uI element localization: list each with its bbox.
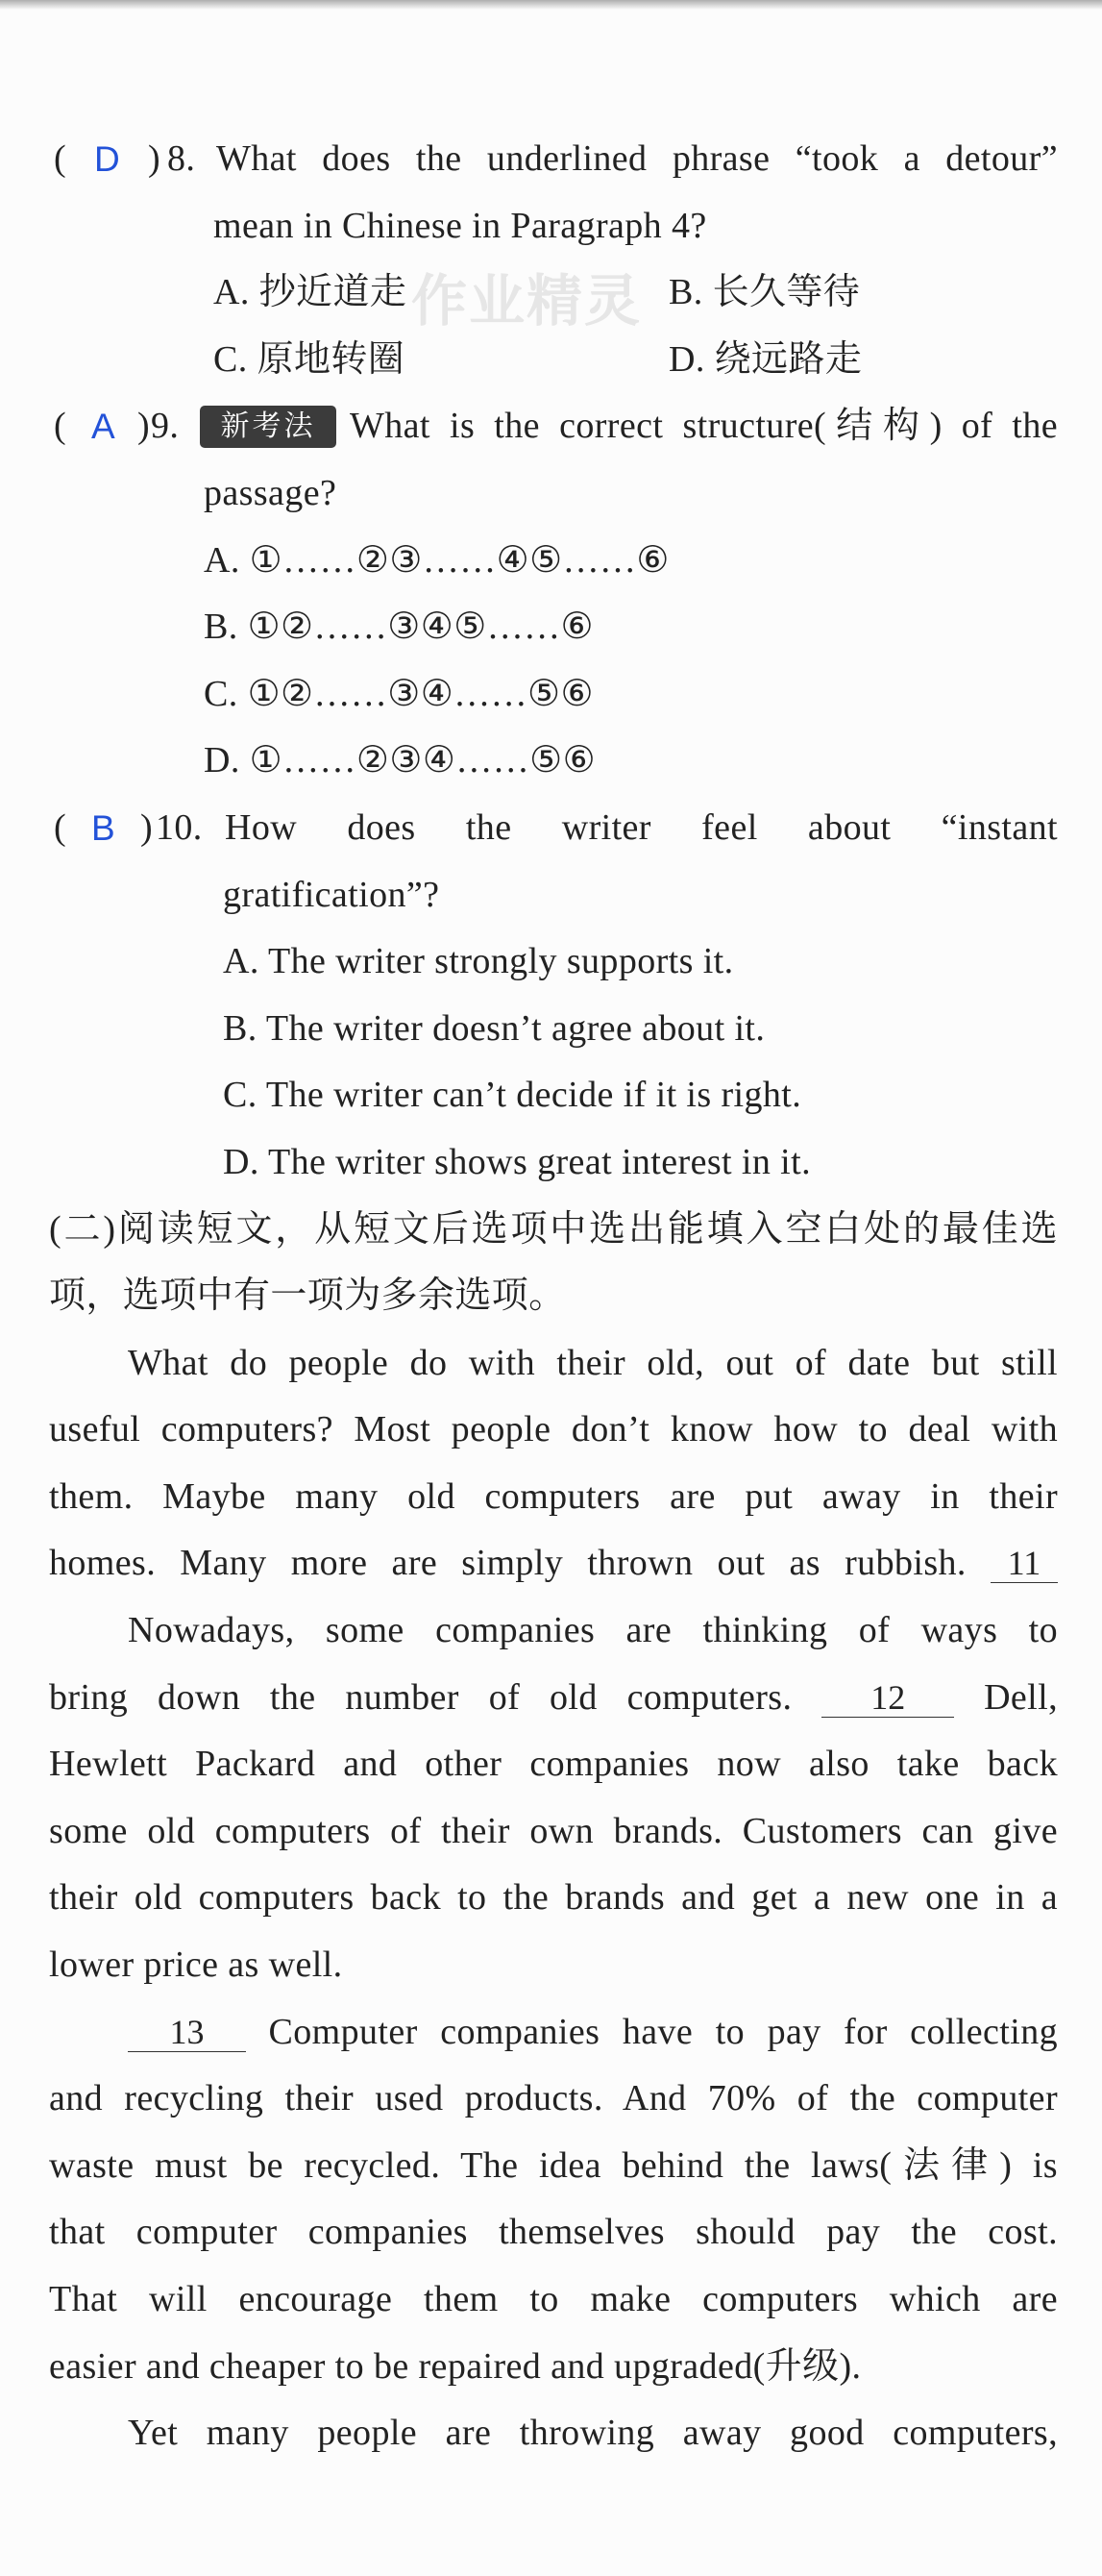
content-column [49, 126, 1058, 2467]
question-9-line-1 [49, 393, 1058, 460]
question-8-options-row-2 [49, 327, 1058, 394]
option-label: B. [223, 1007, 257, 1049]
option-c [213, 327, 404, 394]
blank-13 [128, 2013, 246, 2052]
question-stem: What does the underlined phrase “took a detour” [216, 138, 1058, 179]
option-text: 绕远路走 [714, 338, 863, 380]
passage-line: Yet many people are throwing away good computers, [128, 2413, 1058, 2454]
option-text: 抄近道走 [258, 272, 407, 313]
passage-line: Nowadays, some companies are thinking of ways to [128, 1610, 1058, 1651]
option-d [49, 1129, 1058, 1197]
passage-line [49, 1665, 1058, 1732]
option-b [49, 996, 1058, 1063]
passage-line: and recycling their used products. And 70% of the computer [49, 2078, 1058, 2119]
question-8-options-row-1 [49, 260, 1058, 327]
question-stem: mean in Chinese in Paragraph 4? [213, 205, 707, 246]
passage-text: Dell, [984, 1676, 1058, 1718]
passage-line: some old computers of their own brands. Customers can give [49, 1810, 1058, 1851]
option-d [669, 327, 862, 394]
option-label: C. [223, 1075, 257, 1116]
passage-text: Computer companies have to pay for collecting [268, 2011, 1059, 2052]
question-8-line-2 [49, 193, 1058, 260]
watermark: 作业精灵 [411, 268, 643, 334]
answer-paren-open: ( [54, 806, 67, 848]
option-text: ①……②③④……⑤⑥ [249, 740, 597, 781]
question-stem: gratification”? [223, 874, 440, 915]
option-label: A. [204, 539, 240, 581]
option-text: 原地转圈 [257, 338, 405, 380]
passage-line: that computer companies themselves should pay the cost. [49, 2212, 1058, 2253]
passage-line: their old computers back to the brands and get a new one in a [49, 1877, 1058, 1919]
option-text: The writer shows great interest in it. [267, 1141, 811, 1182]
passage-text: bring down the number of old computers. [49, 1676, 793, 1718]
question-stem: How does the writer feel about “instant [225, 806, 1058, 848]
option-label: B. [204, 607, 238, 648]
option-text: ①……②③……④⑤……⑥ [249, 539, 670, 581]
section-instructions-line-2: 项，选项中有一项为多余选项。 [49, 1276, 566, 1317]
blank-12 [821, 1678, 954, 1718]
question-8-line-1 [49, 126, 1058, 193]
option-d [49, 728, 1058, 795]
scan-edge [0, 0, 1102, 10]
option-label: D. [204, 740, 240, 781]
answer-letter: A [91, 407, 116, 447]
option-label: B. [669, 272, 703, 313]
option-text: The writer doesn’t agree about it. [265, 1007, 766, 1049]
blank-11 [991, 1544, 1058, 1583]
option-label: C. [204, 673, 238, 714]
question-10-line-1 [49, 795, 1058, 862]
passage-line: useful computers? Most people don’t know how to deal with [49, 1409, 1058, 1450]
option-a [49, 929, 1058, 996]
option-text: The writer strongly supports it. [267, 941, 734, 982]
option-label: D. [669, 338, 705, 380]
option-text: ①②……③④……⑤⑥ [247, 673, 594, 714]
option-c [49, 661, 1058, 729]
passage-text: homes. Many more are simply thrown out as rubbish. [49, 1543, 967, 1584]
passage-line: easier and cheaper to be repaired and upgraded(升级). [49, 2345, 862, 2387]
option-c [49, 1062, 1058, 1129]
option-label: A. [223, 941, 259, 982]
option-a [213, 260, 406, 327]
question-stem: What is the correct structure(结构) of the [350, 406, 1058, 447]
blank-number: 13 [169, 2012, 205, 2051]
option-a [49, 528, 1058, 595]
passage-line: waste must be recycled. The idea behind the laws(法律) is [49, 2144, 1058, 2186]
passage-line [49, 1530, 1058, 1598]
passage-line: What do people do with their old, out of date but still [128, 1342, 1058, 1383]
answer-paren-open: ( [54, 406, 67, 447]
passage-line: lower price as well. [49, 1944, 343, 1986]
option-b [49, 594, 1058, 661]
option-label: A. [213, 272, 250, 313]
passage-line: That will encourage them to make computers which are [49, 2279, 1058, 2319]
answer-paren-close: ) [137, 406, 151, 447]
blank-number: 12 [870, 1677, 906, 1717]
passage-line [49, 1999, 1058, 2067]
question-number: 9. [151, 406, 180, 447]
answer-letter: B [91, 807, 116, 848]
blank-number: 11 [1007, 1544, 1041, 1583]
answer-paren-open: ( [54, 138, 67, 179]
section-instructions-line-1: (二)阅读短文，从短文后选项中选出能填入空白处的最佳选 [49, 1208, 1058, 1250]
answer-paren-close: ) [148, 138, 161, 179]
passage-line: them. Maybe many old computers are put away in their [49, 1475, 1058, 1517]
option-text: ①②……③④⑤……⑥ [247, 607, 594, 648]
question-number: 10. [156, 806, 203, 848]
option-label: C. [213, 338, 248, 380]
passage-line: Hewlett Packard and other companies now also take back [49, 1744, 1058, 1785]
question-10-line-2 [49, 862, 1058, 929]
answer-letter: D [94, 139, 121, 179]
option-text: The writer can’t decide if it is right. [265, 1075, 802, 1116]
question-stem: passage? [204, 472, 337, 513]
option-label: D. [223, 1141, 259, 1182]
new-method-badge: 新考法 [200, 406, 336, 448]
option-text: 长久等待 [712, 272, 861, 313]
question-number: 8. [167, 138, 196, 179]
question-9-line-2 [49, 460, 1058, 528]
option-b [669, 260, 860, 327]
answer-paren-close: ) [140, 806, 154, 848]
